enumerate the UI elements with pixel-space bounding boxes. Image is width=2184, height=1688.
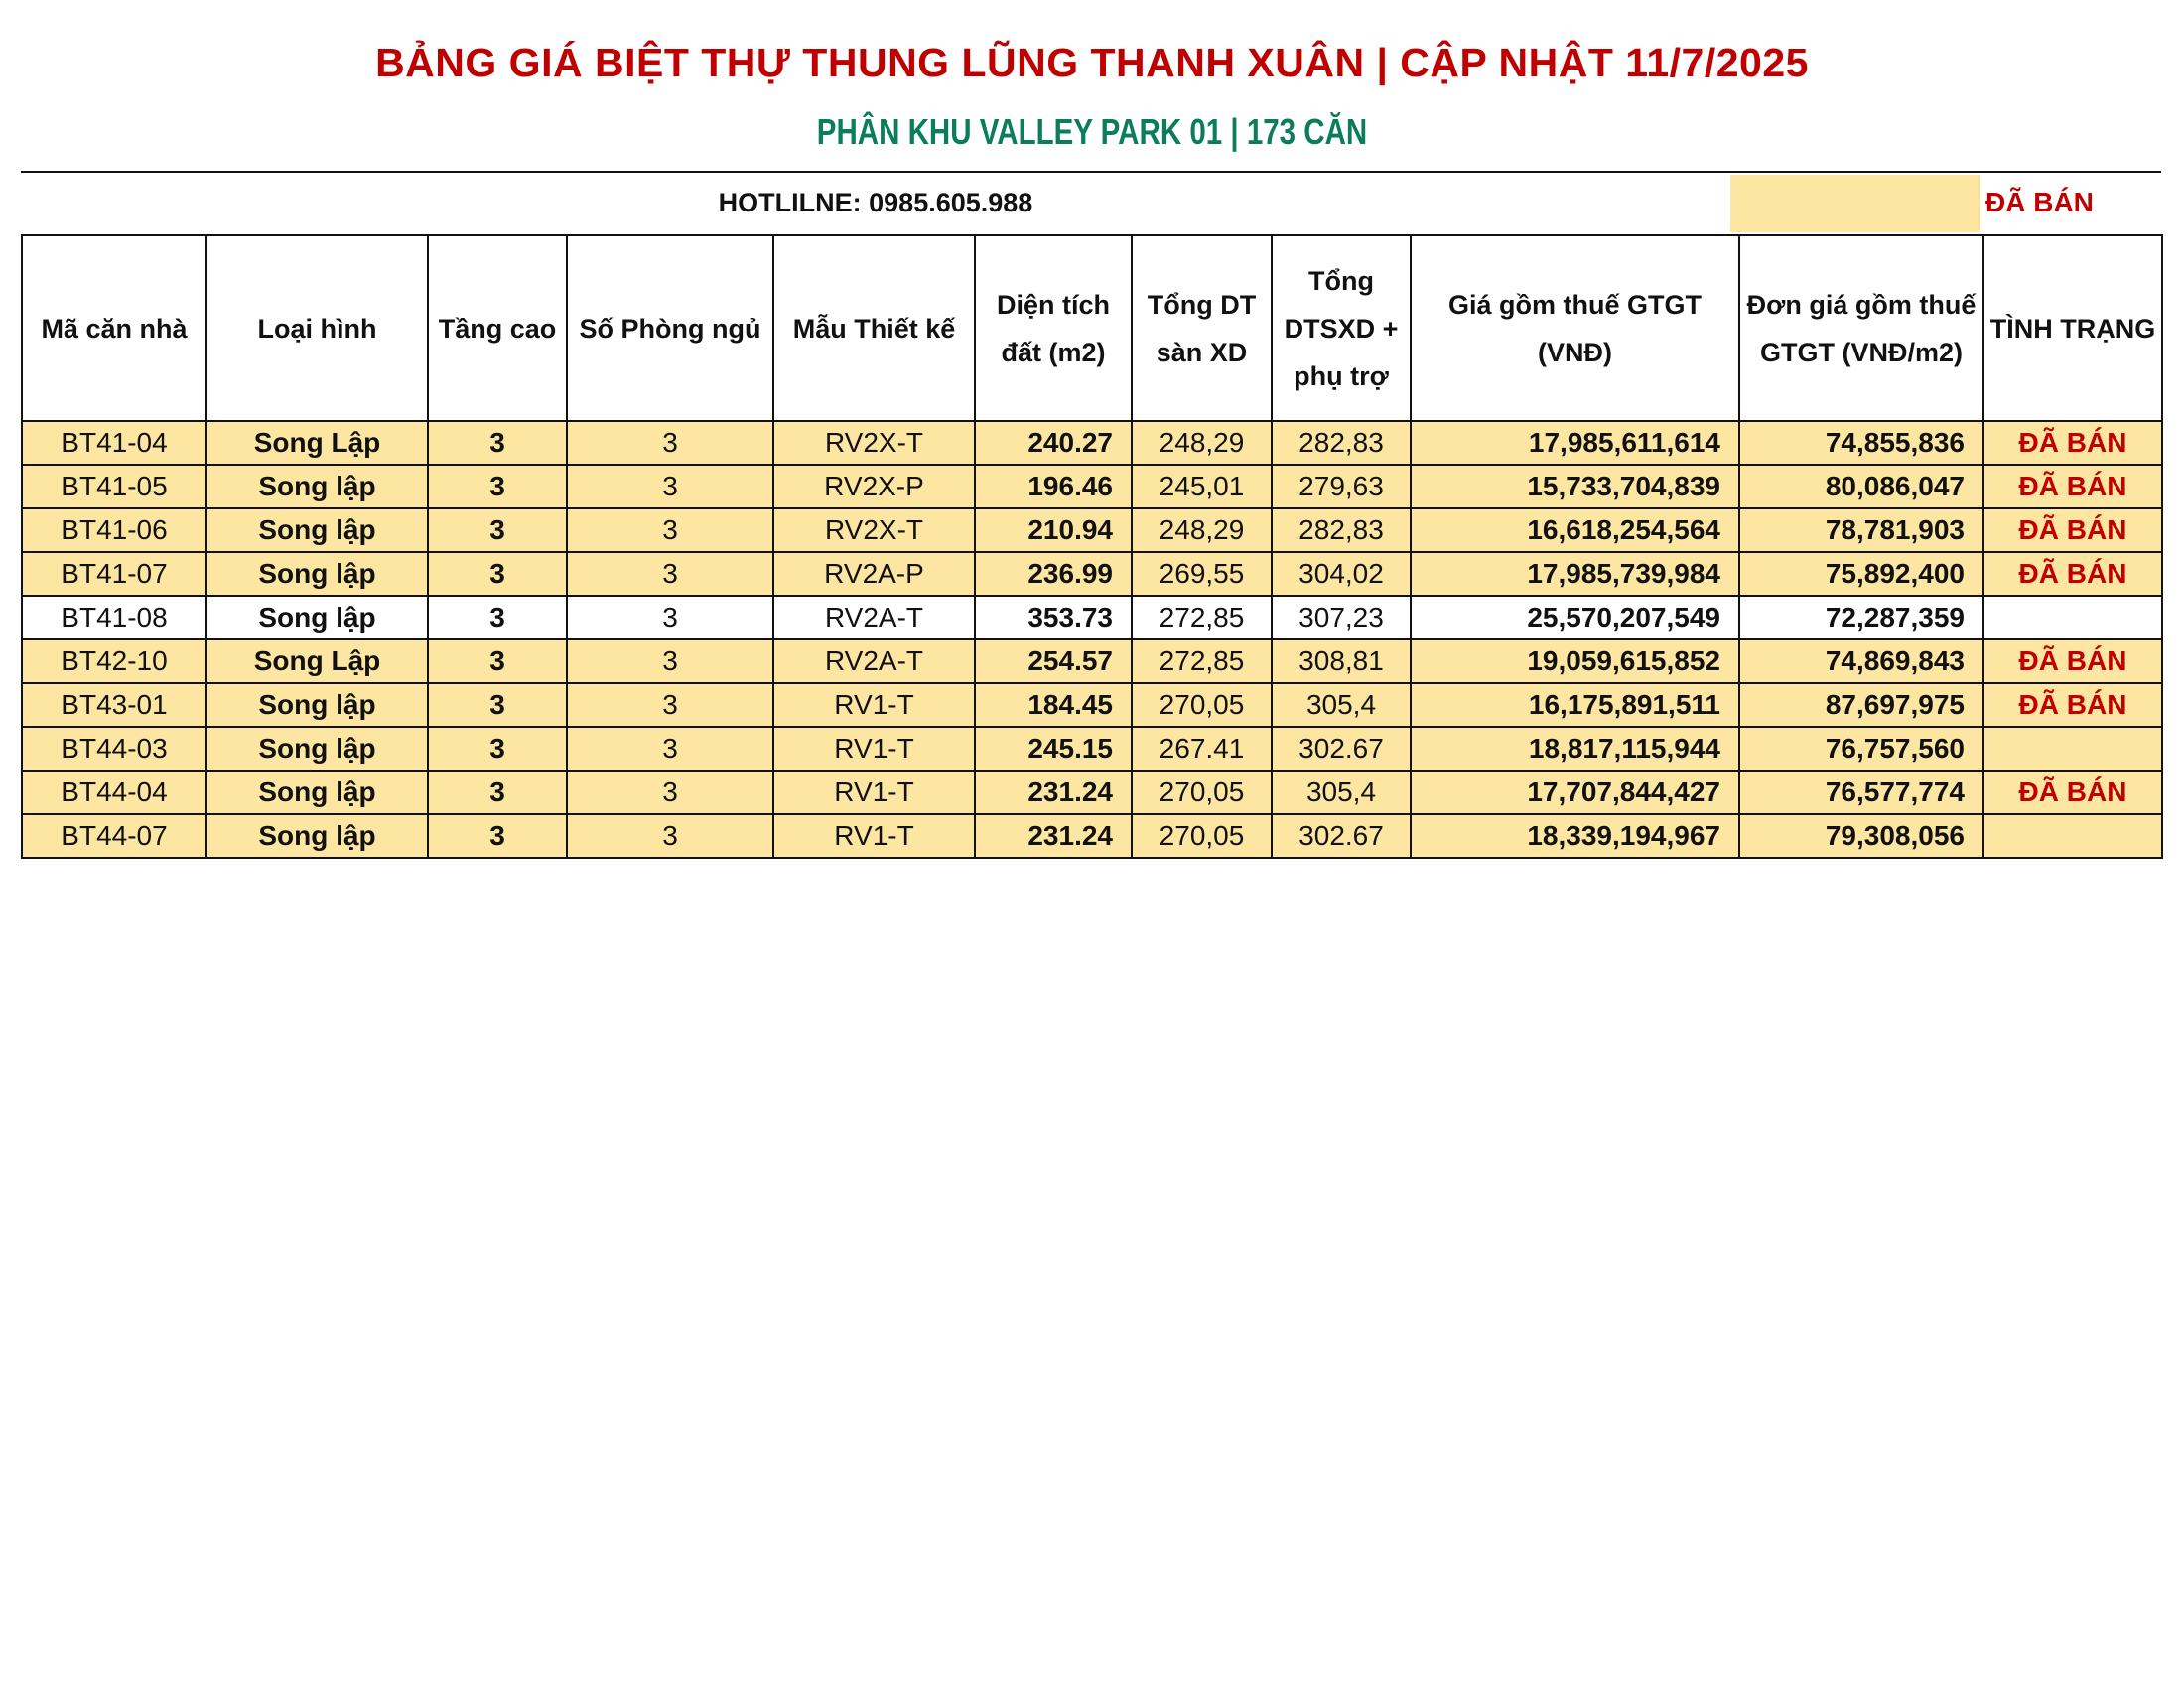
cell-floors: 3: [428, 421, 567, 465]
cell-bedrooms: 3: [567, 727, 773, 771]
cell-unit-price: 74,855,836: [1739, 421, 1983, 465]
cell-code: BT41-07: [22, 552, 206, 596]
cell-total-area: 302.67: [1272, 727, 1411, 771]
table-row: [22, 508, 2162, 552]
cell-design: RV1-T: [773, 814, 975, 858]
cell-code: BT42-10: [22, 639, 206, 683]
table-body: [22, 421, 2162, 858]
cell-floors: 3: [428, 639, 567, 683]
table-row: [22, 814, 2162, 858]
cell-design: RV1-T: [773, 771, 975, 814]
cell-price: 25,570,207,549: [1411, 596, 1739, 639]
cell-type: Song Lập: [206, 639, 428, 683]
cell-floor-area: 269,55: [1132, 552, 1272, 596]
header-total-area: Tổng DTSXD + phụ trợ: [1272, 235, 1411, 421]
cell-design: RV2X-T: [773, 508, 975, 552]
cell-total-area: 282,83: [1272, 508, 1411, 552]
table-row: [22, 421, 2162, 465]
cell-type: Song lập: [206, 727, 428, 771]
cell-unit-price: 74,869,843: [1739, 639, 1983, 683]
cell-type: Song lập: [206, 465, 428, 508]
cell-status: [1983, 596, 2162, 639]
cell-bedrooms: 3: [567, 552, 773, 596]
header-unit-price: Đơn giá gồm thuế GTGT (VNĐ/m2): [1739, 235, 1983, 421]
header-design: Mẫu Thiết kế: [773, 235, 975, 421]
cell-floors: 3: [428, 465, 567, 508]
cell-design: RV2X-P: [773, 465, 975, 508]
cell-unit-price: 87,697,975: [1739, 683, 1983, 727]
cell-total-area: 279,63: [1272, 465, 1411, 508]
cell-type: Song lập: [206, 771, 428, 814]
cell-floors: 3: [428, 508, 567, 552]
cell-price: 18,339,194,967: [1411, 814, 1739, 858]
cell-floors: 3: [428, 771, 567, 814]
cell-status: [1983, 814, 2162, 858]
cell-design: RV2X-T: [773, 421, 975, 465]
cell-unit-price: 72,287,359: [1739, 596, 1983, 639]
cell-floor-area: 248,29: [1132, 508, 1272, 552]
cell-floor-area: 272,85: [1132, 639, 1272, 683]
header-floor-area: Tổng DT sàn XD: [1132, 235, 1272, 421]
cell-price: 18,817,115,944: [1411, 727, 1739, 771]
cell-total-area: 282,83: [1272, 421, 1411, 465]
header-divider: [21, 171, 2161, 173]
table-row: [22, 683, 2162, 727]
table-row: [22, 552, 2162, 596]
table-row: [22, 771, 2162, 814]
cell-floors: 3: [428, 814, 567, 858]
cell-land-area: 236.99: [975, 552, 1132, 596]
cell-status: ĐÃ BÁN: [1983, 421, 2162, 465]
cell-status: ĐÃ BÁN: [1983, 552, 2162, 596]
cell-code: BT44-07: [22, 814, 206, 858]
cell-price: 17,707,844,427: [1411, 771, 1739, 814]
cell-land-area: 245.15: [975, 727, 1132, 771]
cell-price: 16,618,254,564: [1411, 508, 1739, 552]
header-status: TÌNH TRẠNG: [1983, 235, 2162, 421]
table-row: [22, 639, 2162, 683]
cell-status: ĐÃ BÁN: [1983, 639, 2162, 683]
cell-floor-area: 245,01: [1132, 465, 1272, 508]
cell-unit-price: 80,086,047: [1739, 465, 1983, 508]
cell-floor-area: 270,05: [1132, 814, 1272, 858]
cell-land-area: 231.24: [975, 771, 1132, 814]
cell-code: BT43-01: [22, 683, 206, 727]
cell-bedrooms: 3: [567, 508, 773, 552]
cell-floors: 3: [428, 552, 567, 596]
cell-floors: 3: [428, 596, 567, 639]
document-title: BẢNG GIÁ BIỆT THỰ THUNG LŨNG THANH XUÂN | CẬP NHẬT 11/7/2025: [375, 40, 1809, 85]
cell-price: 17,985,739,984: [1411, 552, 1739, 596]
cell-total-area: 307,23: [1272, 596, 1411, 639]
cell-design: RV2A-P: [773, 552, 975, 596]
table-header-row: [22, 235, 2162, 421]
cell-bedrooms: 3: [567, 814, 773, 858]
cell-land-area: 254.57: [975, 639, 1132, 683]
cell-type: Song Lập: [206, 421, 428, 465]
header-floors: Tầng cao: [428, 235, 567, 421]
cell-land-area: 231.24: [975, 814, 1132, 858]
cell-land-area: 210.94: [975, 508, 1132, 552]
cell-status: ĐÃ BÁN: [1983, 771, 2162, 814]
cell-status: ĐÃ BÁN: [1983, 508, 2162, 552]
cell-floor-area: 267.41: [1132, 727, 1272, 771]
cell-price: 15,733,704,839: [1411, 465, 1739, 508]
cell-price: 16,175,891,511: [1411, 683, 1739, 727]
cell-bedrooms: 3: [567, 465, 773, 508]
cell-unit-price: 76,577,774: [1739, 771, 1983, 814]
header-type: Loại hình: [206, 235, 428, 421]
cell-land-area: 353.73: [975, 596, 1132, 639]
cell-design: RV1-T: [773, 727, 975, 771]
cell-bedrooms: 3: [567, 639, 773, 683]
cell-type: Song lập: [206, 814, 428, 858]
cell-code: BT41-05: [22, 465, 206, 508]
cell-total-area: 304,02: [1272, 552, 1411, 596]
cell-floors: 3: [428, 683, 567, 727]
table-row: [22, 727, 2162, 771]
cell-code: BT44-03: [22, 727, 206, 771]
cell-floor-area: 270,05: [1132, 683, 1272, 727]
cell-unit-price: 76,757,560: [1739, 727, 1983, 771]
cell-bedrooms: 3: [567, 683, 773, 727]
cell-design: RV2A-T: [773, 639, 975, 683]
cell-unit-price: 79,308,056: [1739, 814, 1983, 858]
header-bedrooms: Số Phòng ngủ: [567, 235, 773, 421]
cell-code: BT41-08: [22, 596, 206, 639]
cell-type: Song lập: [206, 508, 428, 552]
hotline-text: HOTLILNE: 0985.605.988: [718, 188, 1033, 217]
cell-status: ĐÃ BÁN: [1983, 683, 2162, 727]
cell-unit-price: 75,892,400: [1739, 552, 1983, 596]
document-subtitle: PHÂN KHU VALLEY PARK 01 | 173 CĂN: [816, 111, 1368, 152]
cell-code: BT41-04: [22, 421, 206, 465]
cell-unit-price: 78,781,903: [1739, 508, 1983, 552]
cell-status: [1983, 727, 2162, 771]
cell-total-area: 305,4: [1272, 771, 1411, 814]
cell-code: BT41-06: [22, 508, 206, 552]
cell-bedrooms: 3: [567, 596, 773, 639]
legend-label: ĐÃ BÁN: [1985, 187, 2094, 217]
cell-design: RV1-T: [773, 683, 975, 727]
cell-floors: 3: [428, 727, 567, 771]
cell-type: Song lập: [206, 683, 428, 727]
cell-floor-area: 272,85: [1132, 596, 1272, 639]
table-row: [22, 465, 2162, 508]
cell-floor-area: 270,05: [1132, 771, 1272, 814]
cell-floor-area: 248,29: [1132, 421, 1272, 465]
cell-code: BT44-04: [22, 771, 206, 814]
table-row: [22, 596, 2162, 639]
cell-total-area: 308,81: [1272, 639, 1411, 683]
header-price: Giá gồm thuế GTGT (VNĐ): [1411, 235, 1739, 421]
cell-bedrooms: 3: [567, 421, 773, 465]
cell-price: 19,059,615,852: [1411, 639, 1739, 683]
legend-swatch: [1730, 175, 1980, 232]
price-table: [21, 234, 2163, 859]
cell-design: RV2A-T: [773, 596, 975, 639]
cell-price: 17,985,611,614: [1411, 421, 1739, 465]
cell-status: ĐÃ BÁN: [1983, 465, 2162, 508]
header-land-area: Diện tích đất (m2): [975, 235, 1132, 421]
cell-total-area: 305,4: [1272, 683, 1411, 727]
cell-land-area: 184.45: [975, 683, 1132, 727]
cell-type: Song lập: [206, 552, 428, 596]
cell-land-area: 240.27: [975, 421, 1132, 465]
header-code: Mã căn nhà: [22, 235, 206, 421]
cell-total-area: 302.67: [1272, 814, 1411, 858]
cell-land-area: 196.46: [975, 465, 1132, 508]
cell-bedrooms: 3: [567, 771, 773, 814]
cell-type: Song lập: [206, 596, 428, 639]
